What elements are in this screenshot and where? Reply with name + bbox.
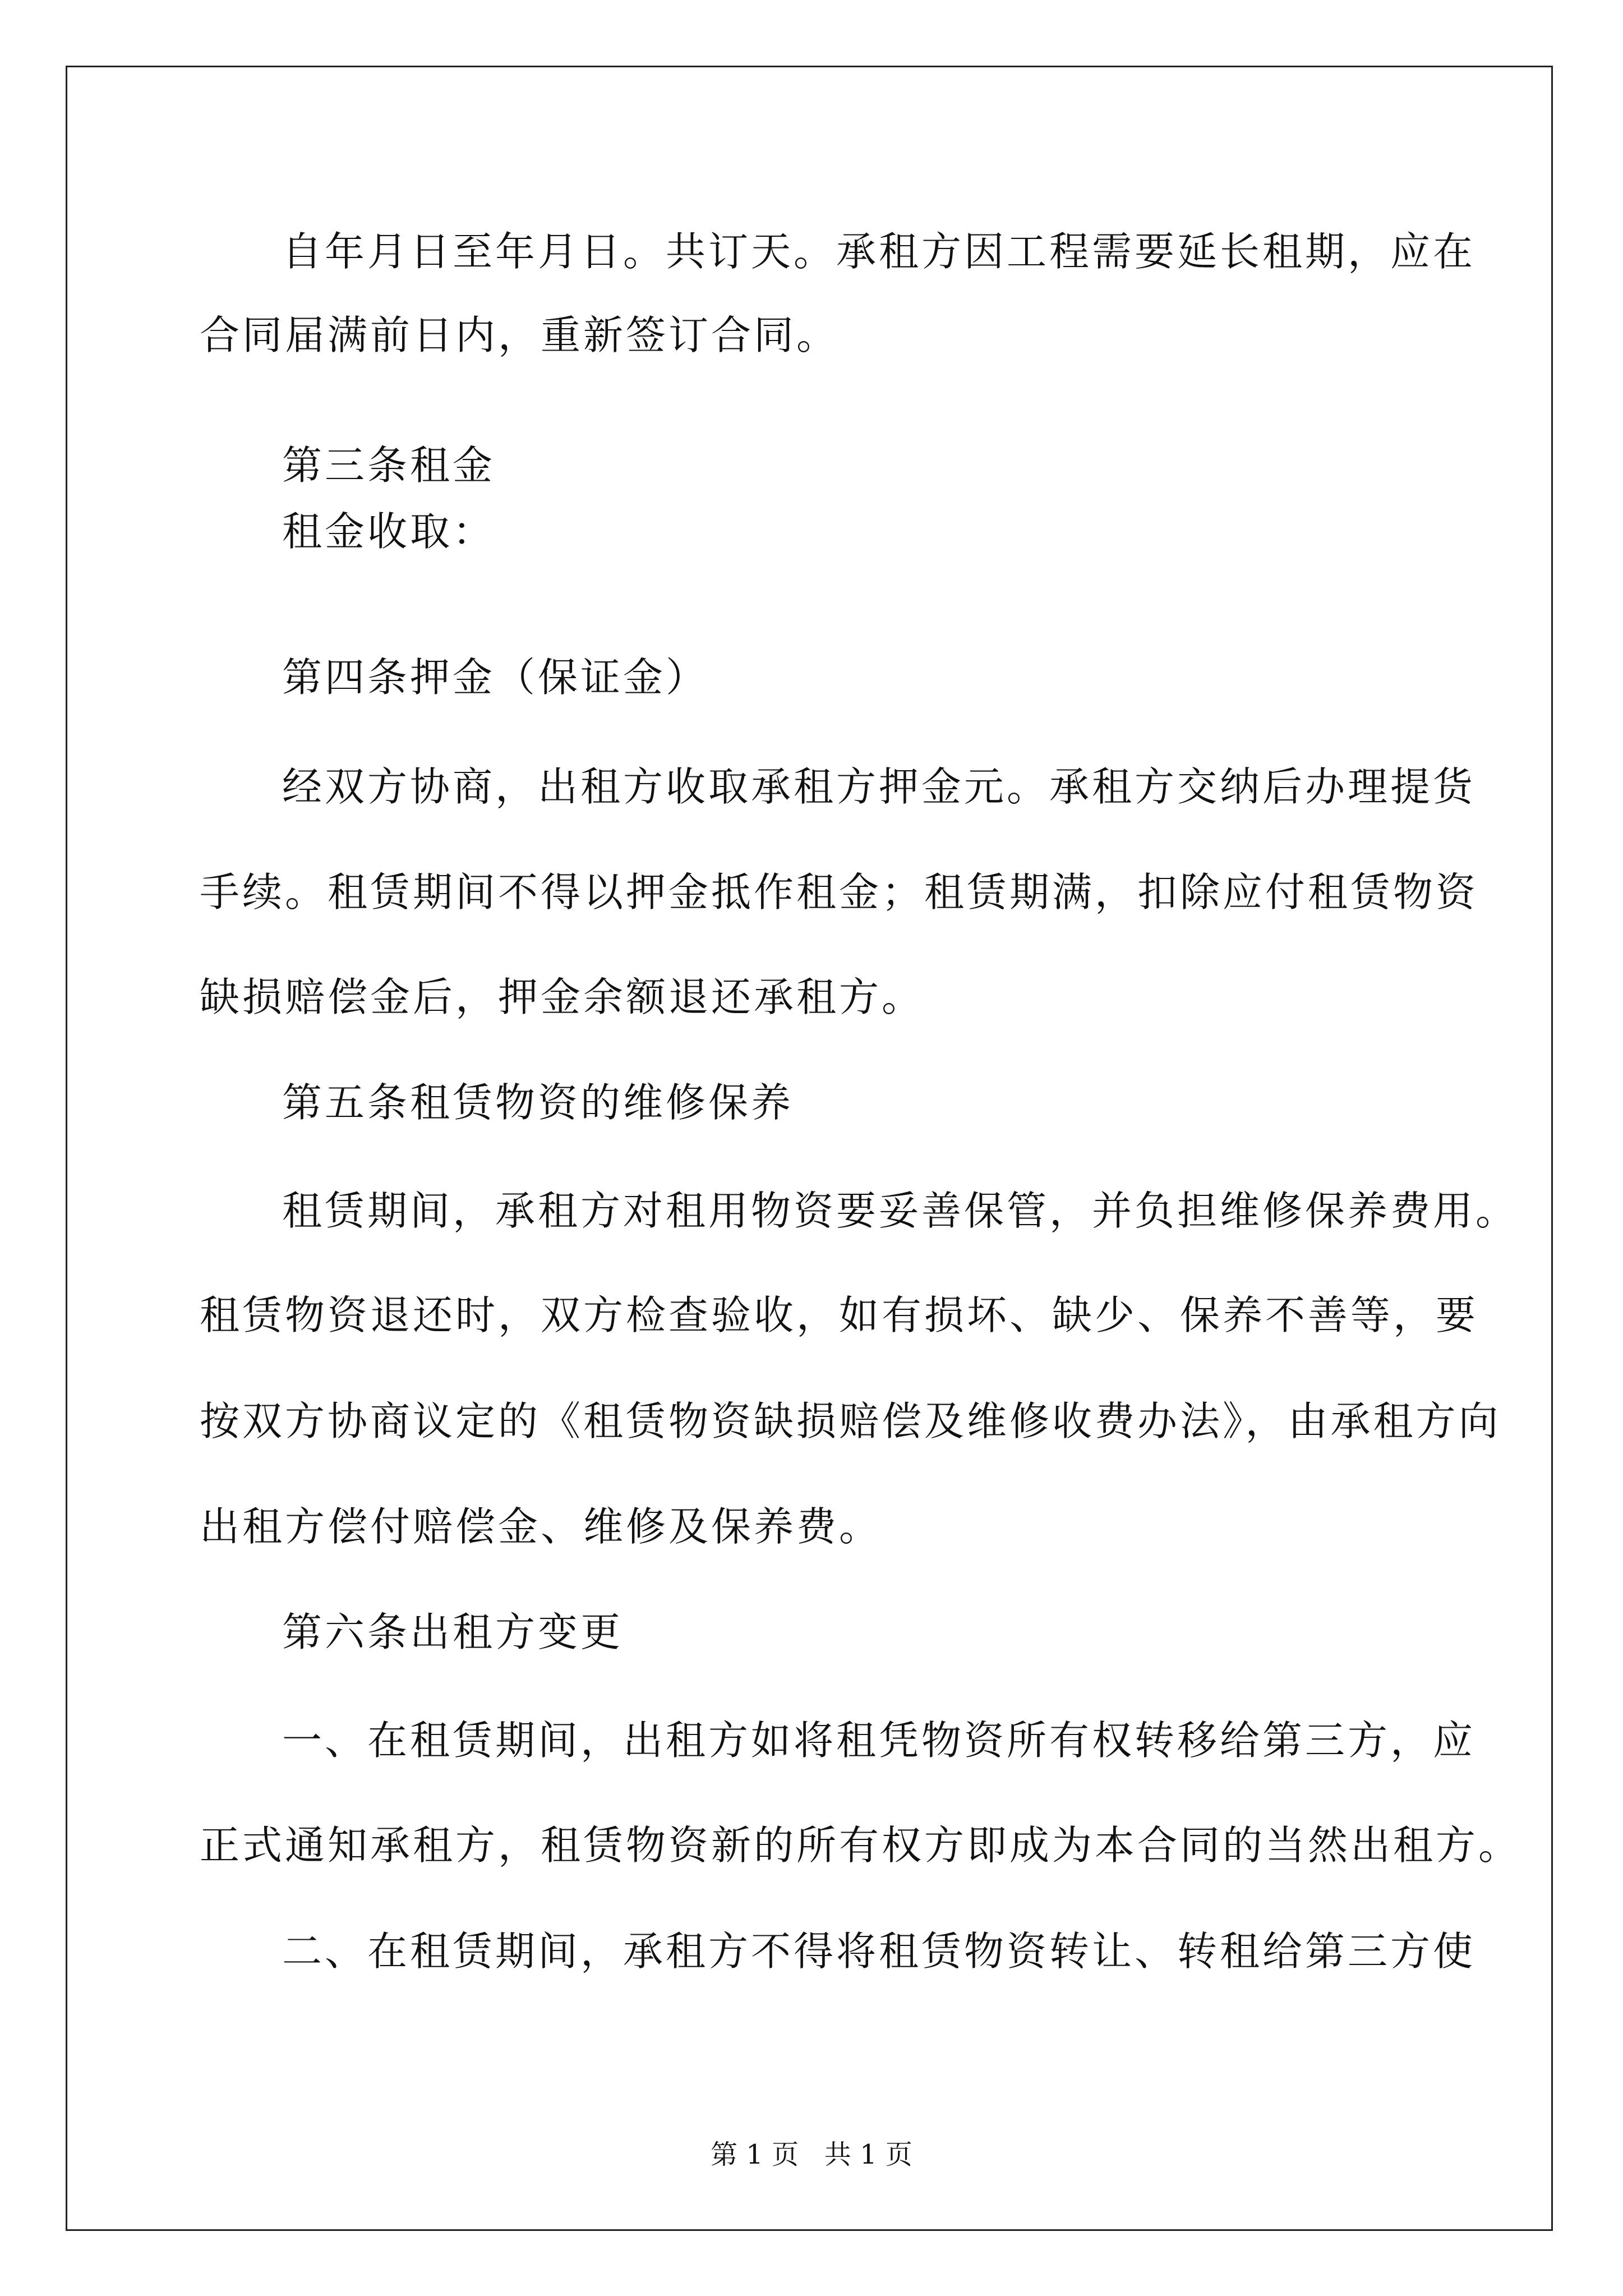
section-heading: 第三条租金 bbox=[282, 442, 496, 489]
text-line: 自年月日至年月日。共订天。承租方因工程需要延长租期，应在 bbox=[282, 228, 1476, 275]
text-line: 租赁物资退还时，双方检查验收，如有损坏、缺少、保养不善等，要 bbox=[200, 1292, 1479, 1338]
section-heading: 第四条押金（保证金） bbox=[282, 654, 709, 701]
page-footer: 第 1 页 共 1 页 bbox=[711, 2139, 912, 2170]
text-line: 正式通知承租方，租赁物资新的所有权方即成为本合同的当然出租方。 bbox=[200, 1822, 1521, 1869]
text-line: 按双方协商议定的《租赁物资缺损赔偿及维修收费办法》，由承租方向 bbox=[200, 1398, 1501, 1444]
text-line: 经双方协商，出租方收取承租方押金元。承租方交纳后办理提货 bbox=[282, 763, 1476, 810]
section-heading: 第六条出租方变更 bbox=[282, 1609, 624, 1655]
text-line: 缺损赔偿金后，押金余额退还承租方。 bbox=[200, 974, 925, 1020]
text-line: 合同届满前日内，重新签订合同。 bbox=[200, 312, 840, 358]
text-line: 二、在租赁期间，承租方不得将租赁物资转让、转租给第三方使 bbox=[282, 1928, 1476, 1975]
text-line: 手续。租赁期间不得以押金抵作租金；租赁期满，扣除应付租赁物资 bbox=[200, 869, 1479, 915]
text-line: 租赁期间，承租方对租用物资要妥善保管，并负担维修保养费用。 bbox=[282, 1188, 1519, 1234]
text-line: 出租方偿付赔偿金、维修及保养费。 bbox=[200, 1503, 882, 1550]
page-border bbox=[66, 66, 1553, 2231]
text-line: 租金收取： bbox=[282, 508, 496, 555]
text-line: 一、在租赁期间，出租方如将租凭物资所有权转移给第三方，应 bbox=[282, 1717, 1476, 1764]
section-heading: 第五条租赁物资的维修保养 bbox=[282, 1079, 794, 1126]
